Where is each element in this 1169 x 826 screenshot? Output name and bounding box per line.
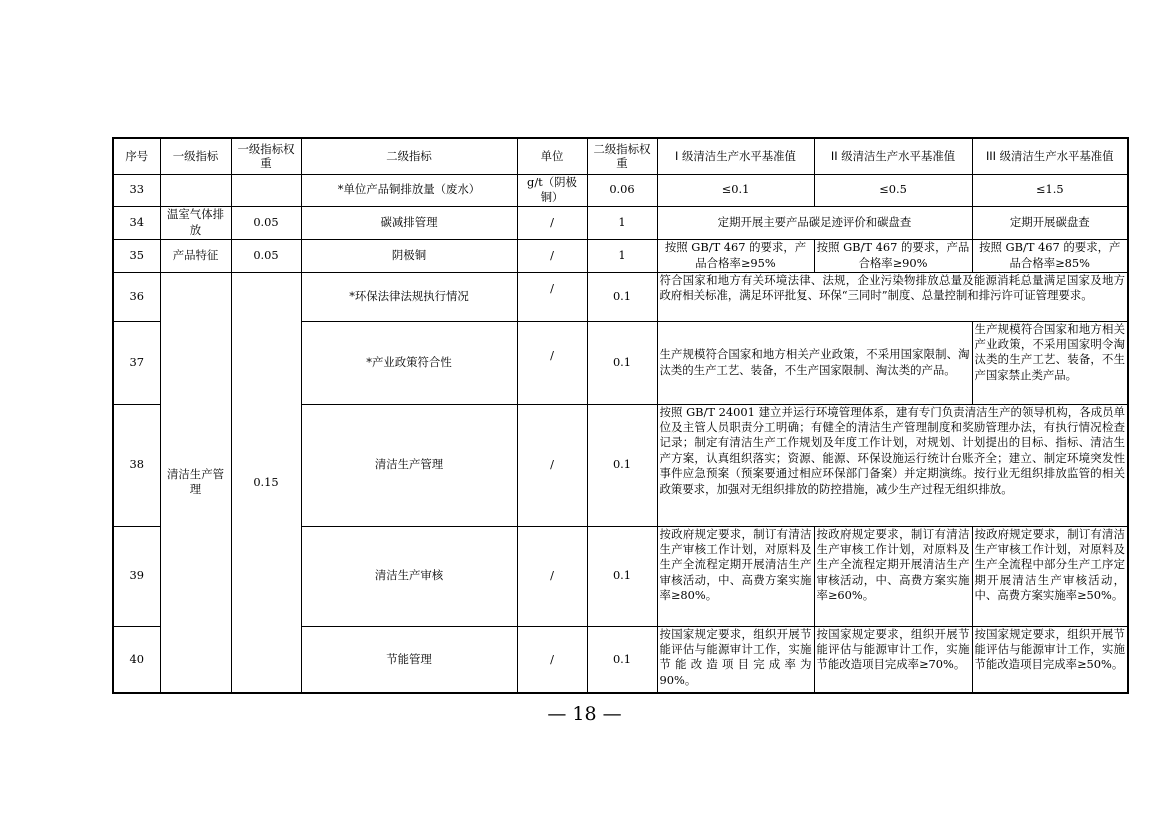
- cell-grade1: ≤0.1: [657, 174, 814, 206]
- cell-seq: 36: [113, 272, 160, 321]
- cell-level2-weight: 1: [587, 206, 657, 239]
- cell-seq: 35: [113, 239, 160, 272]
- cell-level2-weight: 0.1: [587, 404, 657, 526]
- cell-grade3: 定期开展碳盘查: [972, 206, 1128, 239]
- table-row-34: [113, 206, 1128, 239]
- cell-level2-weight: 0.1: [587, 272, 657, 321]
- cell-level2: 阴极铜: [301, 239, 517, 272]
- cell-grade2: 按政府规定要求，制订有清洁生产审核工作计划，对原料及生产全流程定期开展清洁生产审核活动，中、高费方案实施率≥60%。: [814, 526, 972, 626]
- cell-level2-weight: 0.1: [587, 321, 657, 404]
- cell-seq: 37: [113, 321, 160, 404]
- cell-grade-all: 符合国家和地方有关环境法律、法规，企业污染物排放总量及能源消耗总量满足国家及地方政府相关标准，满足环评批复、环保“三同时”制度、总量控制和排污许可证管理要求。: [657, 272, 1128, 321]
- cell-unit: g/t（阴极铜）: [517, 174, 587, 206]
- cell-unit: /: [517, 206, 587, 239]
- cell-level1: 温室气体排放: [160, 206, 231, 239]
- table-row-36: [113, 272, 1128, 321]
- header-level1-weight: 一级指标权重: [231, 138, 301, 174]
- cell-grade3: ≤1.5: [972, 174, 1128, 206]
- cell-seq: 40: [113, 626, 160, 693]
- cell-level1-weight-group: 0.15: [231, 272, 301, 693]
- header-grade1: I 级清洁生产水平基准值: [657, 138, 814, 174]
- cell-grade1: 按国家规定要求，组织开展节能评估与能源审计工作，实施节能改造项目完成率为 90%。: [657, 626, 814, 693]
- cell-level1-weight: 0.05: [231, 239, 301, 272]
- cell-unit: /: [517, 272, 587, 321]
- cell-level2-weight: 0.1: [587, 526, 657, 626]
- cell-grade-all: 按照 GB/T 24001 建立并运行环境管理体系，建有专门负责清洁生产的领导机构，各成员单位及主管人员职责分工明确；有健全的清洁生产管理制度和奖励管理办法，有执行情况检查记录；制定有清洁生产工作规划及年度工作计划，对规划、计划提出的目标、指标、清洁生产方案，认真组织落实；资源、能源、环保设施运行统计台账齐全；建立、制定环境突发性事件应急预案（预案要通过相应环保部门备案）并定期演练。按行业无组织排放监管的相关政策要求，加强对无组织排放的防控措施，减少生产过程无组织排放。: [657, 404, 1128, 526]
- cell-level2-weight: 0.06: [587, 174, 657, 206]
- cell-seq: 34: [113, 206, 160, 239]
- cell-unit: /: [517, 321, 587, 404]
- cell-grade3: 按照 GB/T 467 的要求，产品合格率≥85%: [972, 239, 1128, 272]
- cell-level1-weight: [231, 174, 301, 206]
- header-grade3: III 级清洁生产水平基准值: [972, 138, 1128, 174]
- header-level2-indicator: 二级指标: [301, 138, 517, 174]
- indicator-table: [112, 137, 1129, 694]
- header-seq: 序号: [113, 138, 160, 174]
- header-level1-indicator: 一级指标: [160, 138, 231, 174]
- cell-grade1-2: 生产规模符合国家和地方相关产业政策，不采用国家限制、淘汰类的生产工艺、装备，不生产国家限制、淘汰类的产品。: [657, 321, 972, 404]
- cell-grade1: 按政府规定要求，制订有清洁生产审核工作计划，对原料及生产全流程定期开展清洁生产审核活动，中、高费方案实施率≥80%。: [657, 526, 814, 626]
- cell-unit: /: [517, 526, 587, 626]
- cell-level2: 节能管理: [301, 626, 517, 693]
- cell-level1: [160, 174, 231, 206]
- cell-unit: /: [517, 239, 587, 272]
- table-row-35: [113, 239, 1128, 272]
- header-level2-weight: 二级指标权重: [587, 138, 657, 174]
- cell-seq: 38: [113, 404, 160, 526]
- cell-grade3: 按政府规定要求，制订有清洁生产审核工作计划，对原料及生产全流程中部分生产工序定期开展清洁生产审核活动，中、高费方案实施率≥50%。: [972, 526, 1128, 626]
- cell-grade2: 按国家规定要求，组织开展节能评估与能源审计工作，实施节能改造项目完成率≥70%。: [814, 626, 972, 693]
- cell-level2: *环保法律法规执行情况: [301, 272, 517, 321]
- cell-seq: 39: [113, 526, 160, 626]
- cell-grade1: 按照 GB/T 467 的要求，产品合格率≥95%: [657, 239, 814, 272]
- cell-grade2: ≤0.5: [814, 174, 972, 206]
- cell-level2: 清洁生产管理: [301, 404, 517, 526]
- cell-level2: 清洁生产审核: [301, 526, 517, 626]
- cell-level1-weight: 0.05: [231, 206, 301, 239]
- cell-level2-weight: 1: [587, 239, 657, 272]
- cell-unit: /: [517, 626, 587, 693]
- header-grade2: II 级清洁生产水平基准值: [814, 138, 972, 174]
- page-number: — 18 —: [547, 703, 622, 725]
- cell-level2: *产业政策符合性: [301, 321, 517, 404]
- table-row-33: [113, 174, 1128, 206]
- header-row: [113, 138, 1128, 174]
- cell-level2-weight: 0.1: [587, 626, 657, 693]
- cell-level1-clean-production-management: 清洁生产管理: [160, 272, 231, 693]
- cell-level2: *单位产品铜排放量（废水）: [301, 174, 517, 206]
- cell-grade3: 生产规模符合国家和地方相关产业政策，不采用国家明令淘汰类的生产工艺、装备，不生产国家禁止类产品。: [972, 321, 1128, 404]
- header-unit: 单位: [517, 138, 587, 174]
- cell-grade1-2: 定期开展主要产品碳足迹评价和碳盘查: [657, 206, 972, 239]
- cell-seq: 33: [113, 174, 160, 206]
- cell-level2: 碳减排管理: [301, 206, 517, 239]
- cell-grade3: 按国家规定要求，组织开展节能评估与能源审计工作，实施节能改造项目完成率≥50%。: [972, 626, 1128, 693]
- cell-grade2: 按照 GB/T 467 的要求，产品合格率≥90%: [814, 239, 972, 272]
- cell-level1: 产品特征: [160, 239, 231, 272]
- cell-unit: /: [517, 404, 587, 526]
